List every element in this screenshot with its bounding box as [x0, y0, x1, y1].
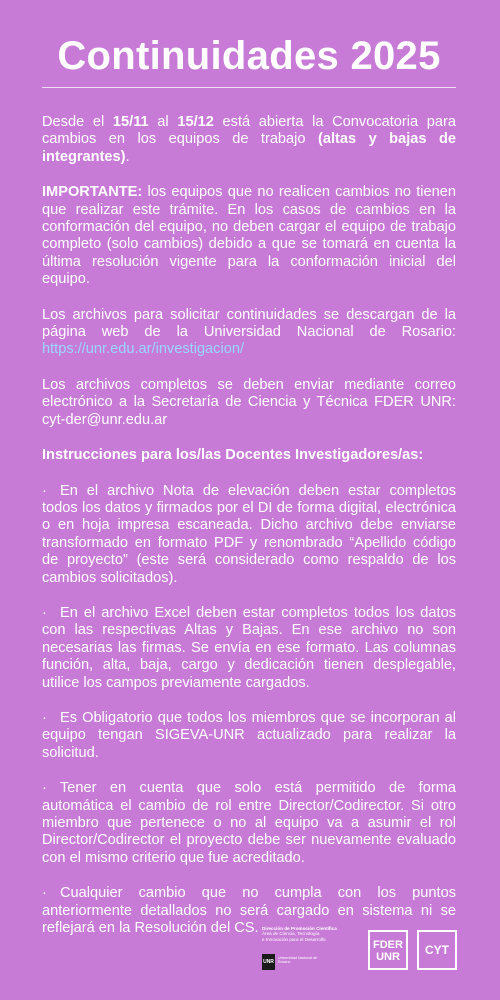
bullet-icon: ·: [42, 780, 47, 797]
list-item-text: En el archivo Nota de elevación deben estar completos todos los datos y firmados por el DI de forma digital, electrónica o en hoja impresa escaneada. Dicho archivo debe enviarse transformado en formato PDF y renombrado “Apellido código de proyecto” (este será considerado como respaldo de los cambios solicitados).: [42, 482, 456, 586]
fder-unr-logo: [368, 930, 408, 970]
important-label: IMPORTANTE:: [42, 184, 143, 201]
end-date: 15/12: [177, 114, 214, 130]
flyer-body: [42, 114, 456, 937]
department-area: e Innovación para el Desarrollo: [262, 936, 326, 942]
unr-logo: [262, 954, 352, 972]
flyer: [42, 0, 456, 955]
important-paragraph: [42, 184, 456, 288]
instructions-list: [42, 483, 456, 938]
fder-logo-text: FDER: [373, 939, 403, 951]
download-text: Los archivos para solicitar continuidades se descargan de la página web de la Universidad Nacional de Rosario:: [42, 306, 456, 341]
cyt-logo: CYT: [417, 930, 457, 970]
department-area: Área de Ciencia, Tecnología: [262, 931, 320, 937]
list-item: [42, 483, 456, 587]
page-title: Continuidades 2025: [57, 34, 441, 78]
intro-text: .: [125, 148, 130, 165]
title-divider: [42, 87, 456, 88]
list-item: [42, 780, 456, 867]
bullet-icon: ·: [42, 482, 47, 499]
bullet-icon: ·: [42, 604, 47, 621]
list-item: [42, 605, 456, 692]
list-item: [42, 710, 456, 762]
list-item-text: Es Obligatorio que todos los miembros que se incorporan al equipo tengan SIGEVA-UNR actualizado para realizar la solicitud.: [42, 709, 456, 761]
bullet-icon: ·: [42, 885, 47, 902]
department-credit: [262, 926, 354, 942]
fder-logo-text: UNR: [376, 951, 400, 963]
intro-paragraph: [42, 114, 456, 166]
instructions-title: Instrucciones para los/las Docentes Investigadores/as:: [42, 447, 424, 464]
unr-logo-mark: UNR: [262, 954, 275, 970]
intro-text: al: [148, 114, 178, 130]
intro-text: Desde el: [42, 114, 113, 130]
intro-text: está abierta la Convocatoria para cambios en los equipos de trabajo: [42, 114, 457, 148]
list-item-text: Cualquier cambio que no cumpla con los puntos anteriormente detallados no será cargado en sistema ni se reflejará en la Resolución del CS.: [42, 885, 456, 937]
download-link[interactable]: https://unr.edu.ar/investigacion/: [42, 341, 245, 358]
list-item-text: En el archivo Excel deben estar completos todos los datos con las respectivas Altas y Bajas. En ese archivo no son necesarias las firmas. Se envía en ese formato. Las columnas función, alta, baja, cargo y dedicación tienen desplegable, utilice los campos previamente cargados.: [42, 604, 456, 691]
bullet-icon: ·: [42, 709, 47, 726]
department-name: Dirección de Promoción Científica: [262, 926, 337, 931]
list-item-text: Tener en cuenta que solo está permitido de forma automática el cambio de rol entre Director/Codirector. Si otro miembro que pertenece o no al equipo va a asumir el rol Director/Codirector el proyecto debe ser nuevamente evaluado con el mismo criterio que fue acreditado.: [42, 780, 456, 866]
footer-logos: [262, 926, 462, 974]
intro-highlight: (altas y bajas de integrantes): [42, 131, 456, 165]
unr-logo-text: Universidad Nacional de Rosario: [278, 956, 317, 965]
important-text: los equipos que no realicen cambios no tienen que realizar este trámite. En los casos de cambios en la conformación del equipo, no deben cargar el equipo de trabajo completo (solo cambios) debido a que se tomará en cuenta la última resolución vigente para la conformación inicial del equipo.: [42, 184, 456, 288]
start-date: 15/11: [112, 114, 149, 130]
email-address[interactable]: cyt-der@unr.edu.ar: [42, 411, 168, 428]
email-text: Los archivos completos se deben enviar mediante correo electrónico a la Secretaría de Ciencia y Técnica FDER UNR:: [42, 376, 456, 411]
download-paragraph: [42, 307, 456, 359]
email-paragraph: [42, 377, 456, 429]
